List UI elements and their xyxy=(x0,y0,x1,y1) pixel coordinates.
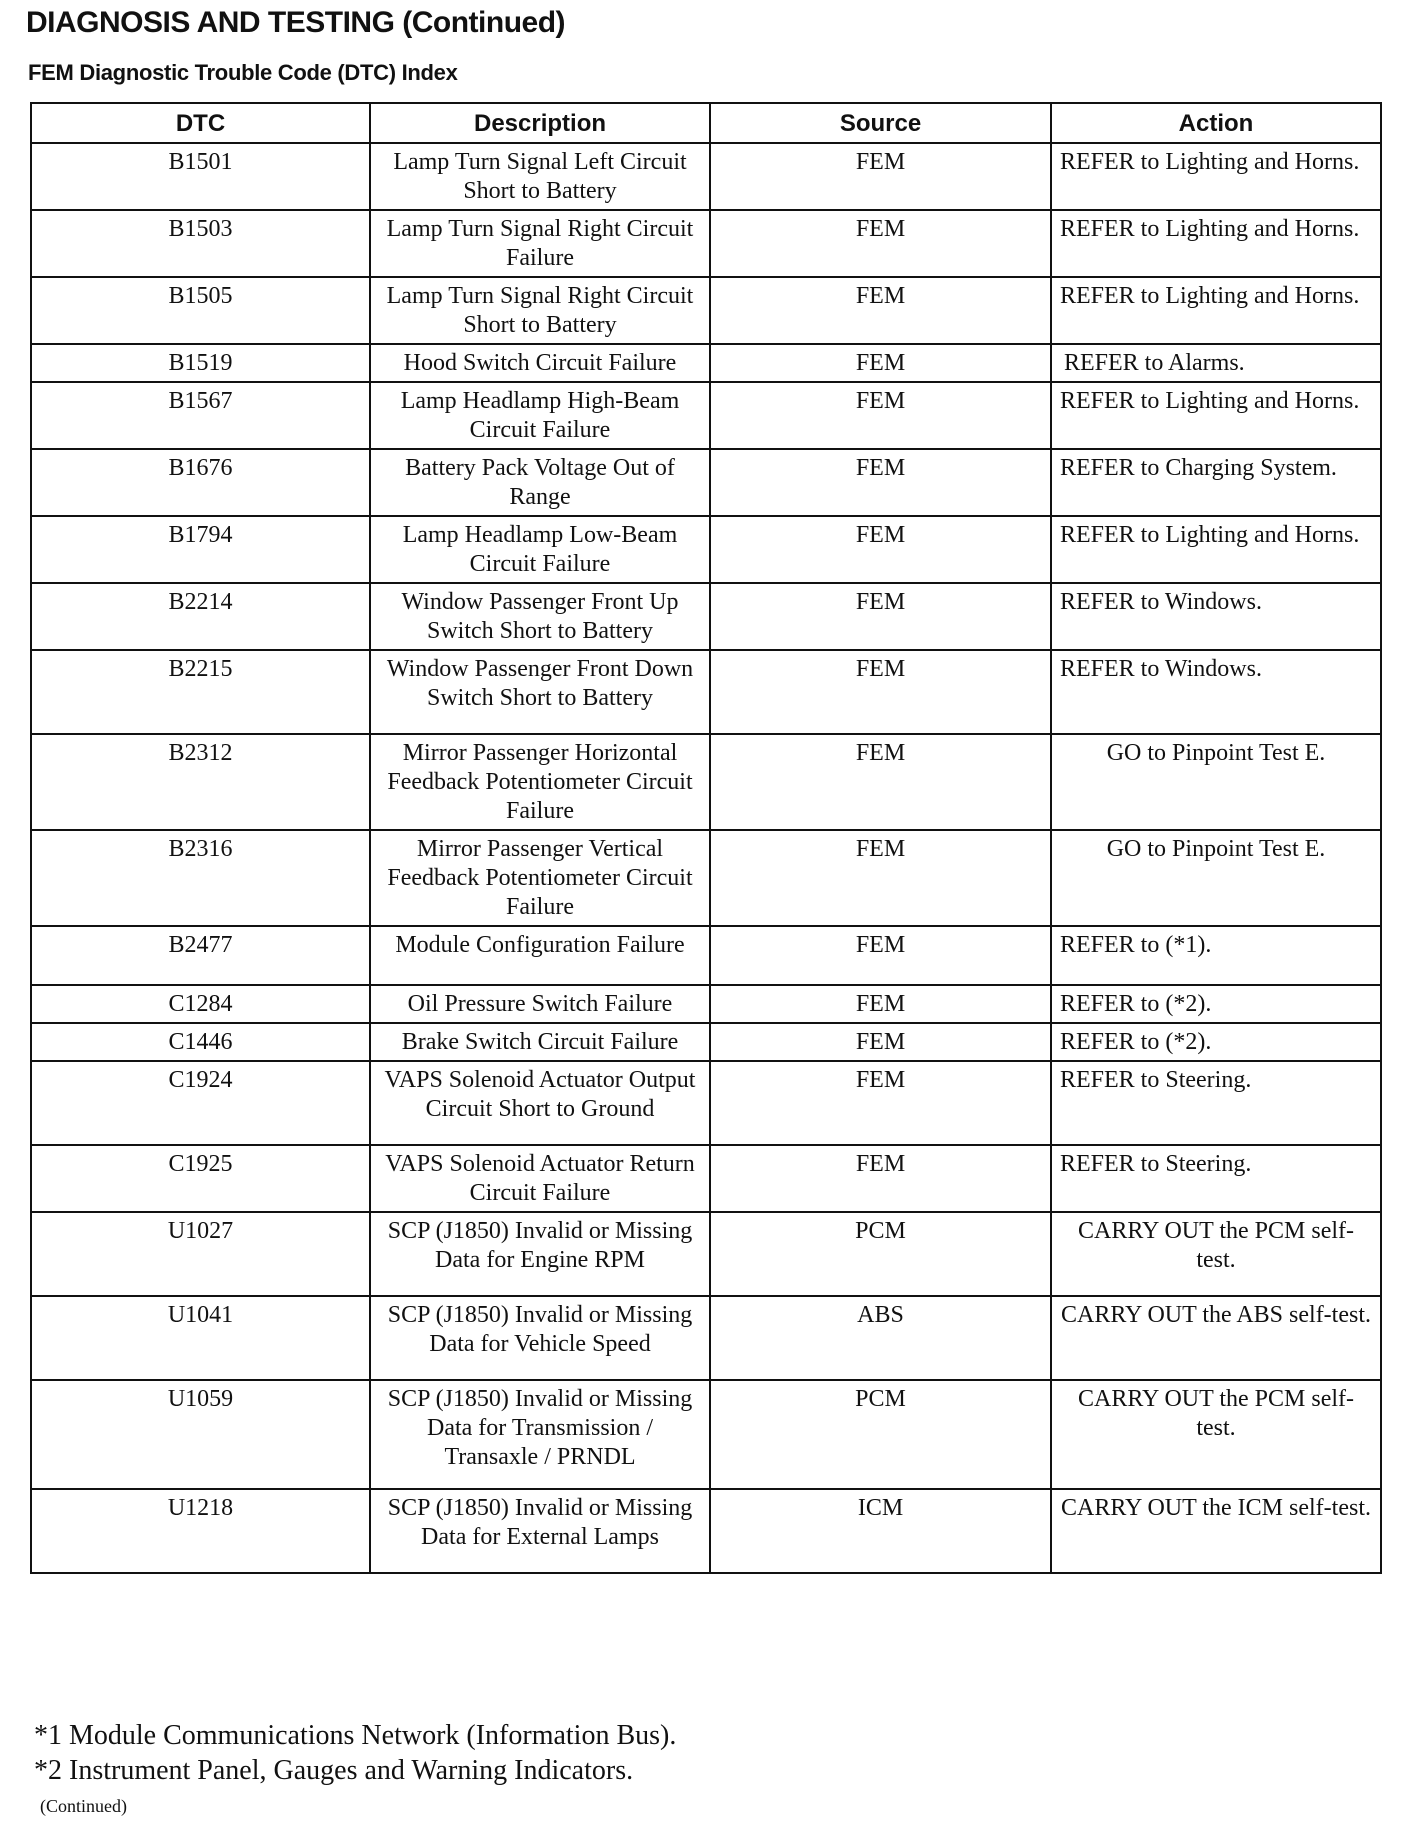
dtc-source: FEM xyxy=(710,277,1051,344)
dtc-description: VAPS Solenoid Actuator Return Circuit Failure xyxy=(370,1145,710,1212)
table-row xyxy=(31,926,1381,985)
dtc-code: C1446 xyxy=(31,1023,370,1061)
dtc-code: C1284 xyxy=(31,985,370,1023)
dtc-code: C1925 xyxy=(31,1145,370,1212)
dtc-code: B1676 xyxy=(31,449,370,516)
header-dtc: DTC xyxy=(31,103,370,143)
table-row xyxy=(31,143,1381,210)
dtc-code: B2312 xyxy=(31,734,370,830)
dtc-source: FEM xyxy=(710,830,1051,926)
header-source: Source xyxy=(710,103,1051,143)
header-description: Description xyxy=(370,103,710,143)
table-row xyxy=(31,1061,1381,1145)
footnote-2: *2 Instrument Panel, Gauges and Warning Indicators. xyxy=(34,1755,634,1786)
table-title: FEM Diagnostic Trouble Code (DTC) Index xyxy=(28,60,458,85)
table-row xyxy=(31,382,1381,449)
dtc-description: Battery Pack Voltage Out of Range xyxy=(370,449,710,516)
dtc-description: Window Passenger Front Up Switch Short to Battery xyxy=(370,583,710,650)
dtc-code: B1501 xyxy=(31,143,370,210)
dtc-description: Lamp Headlamp Low-Beam Circuit Failure xyxy=(370,516,710,583)
dtc-action: REFER to Charging System. xyxy=(1051,449,1381,516)
dtc-code: B1567 xyxy=(31,382,370,449)
dtc-code: B1519 xyxy=(31,344,370,382)
table-row xyxy=(31,1296,1381,1380)
dtc-source: FEM xyxy=(710,734,1051,830)
dtc-description: Lamp Turn Signal Right Circuit Failure xyxy=(370,210,710,277)
dtc-code: U1059 xyxy=(31,1380,370,1489)
dtc-description: SCP (J1850) Invalid or Missing Data for Engine RPM xyxy=(370,1212,710,1296)
dtc-code: U1041 xyxy=(31,1296,370,1380)
dtc-action: REFER to (*2). xyxy=(1051,1023,1381,1061)
dtc-description: Lamp Turn Signal Left Circuit Short to Battery xyxy=(370,143,710,210)
dtc-source: FEM xyxy=(710,1145,1051,1212)
dtc-description: Lamp Turn Signal Right Circuit Short to Battery xyxy=(370,277,710,344)
dtc-source: FEM xyxy=(710,516,1051,583)
table-row xyxy=(31,516,1381,583)
table-row xyxy=(31,985,1381,1023)
dtc-description: Hood Switch Circuit Failure xyxy=(370,344,710,382)
dtc-action: REFER to Alarms. xyxy=(1051,344,1381,382)
table-row xyxy=(31,449,1381,516)
dtc-action: CARRY OUT the PCM self-test. xyxy=(1051,1212,1381,1296)
table-header-row xyxy=(31,103,1381,143)
dtc-action: REFER to Lighting and Horns. xyxy=(1051,516,1381,583)
dtc-source: PCM xyxy=(710,1212,1051,1296)
dtc-action: REFER to Lighting and Horns. xyxy=(1051,277,1381,344)
dtc-description: Brake Switch Circuit Failure xyxy=(370,1023,710,1061)
dtc-action: REFER to (*2). xyxy=(1051,985,1381,1023)
dtc-code: B1794 xyxy=(31,516,370,583)
dtc-action: GO to Pinpoint Test E. xyxy=(1051,734,1381,830)
dtc-source: ICM xyxy=(710,1489,1051,1573)
dtc-source: FEM xyxy=(710,985,1051,1023)
dtc-code: B1505 xyxy=(31,277,370,344)
dtc-source: FEM xyxy=(710,1061,1051,1145)
dtc-action: REFER to Lighting and Horns. xyxy=(1051,143,1381,210)
footnote-1: *1 Module Communications Network (Information Bus). xyxy=(34,1720,677,1751)
dtc-action: REFER to Steering. xyxy=(1051,1061,1381,1145)
dtc-source: FEM xyxy=(710,650,1051,734)
dtc-description: SCP (J1850) Invalid or Missing Data for Transmission / Transaxle / PRNDL xyxy=(370,1380,710,1489)
dtc-action: REFER to Lighting and Horns. xyxy=(1051,210,1381,277)
table-row xyxy=(31,830,1381,926)
table-row xyxy=(31,1145,1381,1212)
dtc-code: B2214 xyxy=(31,583,370,650)
dtc-source: FEM xyxy=(710,210,1051,277)
table-row xyxy=(31,210,1381,277)
table-row xyxy=(31,650,1381,734)
dtc-source: FEM xyxy=(710,143,1051,210)
dtc-source: PCM xyxy=(710,1380,1051,1489)
dtc-code: U1027 xyxy=(31,1212,370,1296)
dtc-action: REFER to Windows. xyxy=(1051,583,1381,650)
dtc-action: CARRY OUT the PCM self-test. xyxy=(1051,1380,1381,1489)
dtc-description: Module Configuration Failure xyxy=(370,926,710,985)
dtc-code: B2477 xyxy=(31,926,370,985)
dtc-action: GO to Pinpoint Test E. xyxy=(1051,830,1381,926)
dtc-action: REFER to Steering. xyxy=(1051,1145,1381,1212)
table-row xyxy=(31,734,1381,830)
dtc-source: FEM xyxy=(710,449,1051,516)
page-title: DIAGNOSIS AND TESTING (Continued) xyxy=(26,6,566,39)
dtc-description: Mirror Passenger Horizontal Feedback Potentiometer Circuit Failure xyxy=(370,734,710,830)
table-row xyxy=(31,1023,1381,1061)
dtc-action: CARRY OUT the ABS self-test. xyxy=(1051,1296,1381,1380)
dtc-description: VAPS Solenoid Actuator Output Circuit Short to Ground xyxy=(370,1061,710,1145)
header-action: Action xyxy=(1051,103,1381,143)
dtc-action: REFER to (*1). xyxy=(1051,926,1381,985)
dtc-source: ABS xyxy=(710,1296,1051,1380)
dtc-source: FEM xyxy=(710,1023,1051,1061)
dtc-code: B2316 xyxy=(31,830,370,926)
dtc-source: FEM xyxy=(710,382,1051,449)
dtc-code: B2215 xyxy=(31,650,370,734)
table-row xyxy=(31,1212,1381,1296)
dtc-action: REFER to Lighting and Horns. xyxy=(1051,382,1381,449)
table-row xyxy=(31,583,1381,650)
dtc-description: Mirror Passenger Vertical Feedback Potentiometer Circuit Failure xyxy=(370,830,710,926)
dtc-description: SCP (J1850) Invalid or Missing Data for Vehicle Speed xyxy=(370,1296,710,1380)
dtc-source: FEM xyxy=(710,344,1051,382)
dtc-action: CARRY OUT the ICM self-test. xyxy=(1051,1489,1381,1573)
dtc-description: Oil Pressure Switch Failure xyxy=(370,985,710,1023)
dtc-index-table xyxy=(30,102,1382,1574)
table-row xyxy=(31,277,1381,344)
dtc-code: C1924 xyxy=(31,1061,370,1145)
table-row xyxy=(31,1489,1381,1573)
dtc-code: B1503 xyxy=(31,210,370,277)
dtc-description: Lamp Headlamp High-Beam Circuit Failure xyxy=(370,382,710,449)
dtc-description: SCP (J1850) Invalid or Missing Data for External Lamps xyxy=(370,1489,710,1573)
dtc-action: REFER to Windows. xyxy=(1051,650,1381,734)
dtc-source: FEM xyxy=(710,583,1051,650)
dtc-description: Window Passenger Front Down Switch Short to Battery xyxy=(370,650,710,734)
dtc-code: U1218 xyxy=(31,1489,370,1573)
table-row xyxy=(31,1380,1381,1489)
continued-label: (Continued) xyxy=(40,1796,127,1816)
dtc-source: FEM xyxy=(710,926,1051,985)
table-row xyxy=(31,344,1381,382)
